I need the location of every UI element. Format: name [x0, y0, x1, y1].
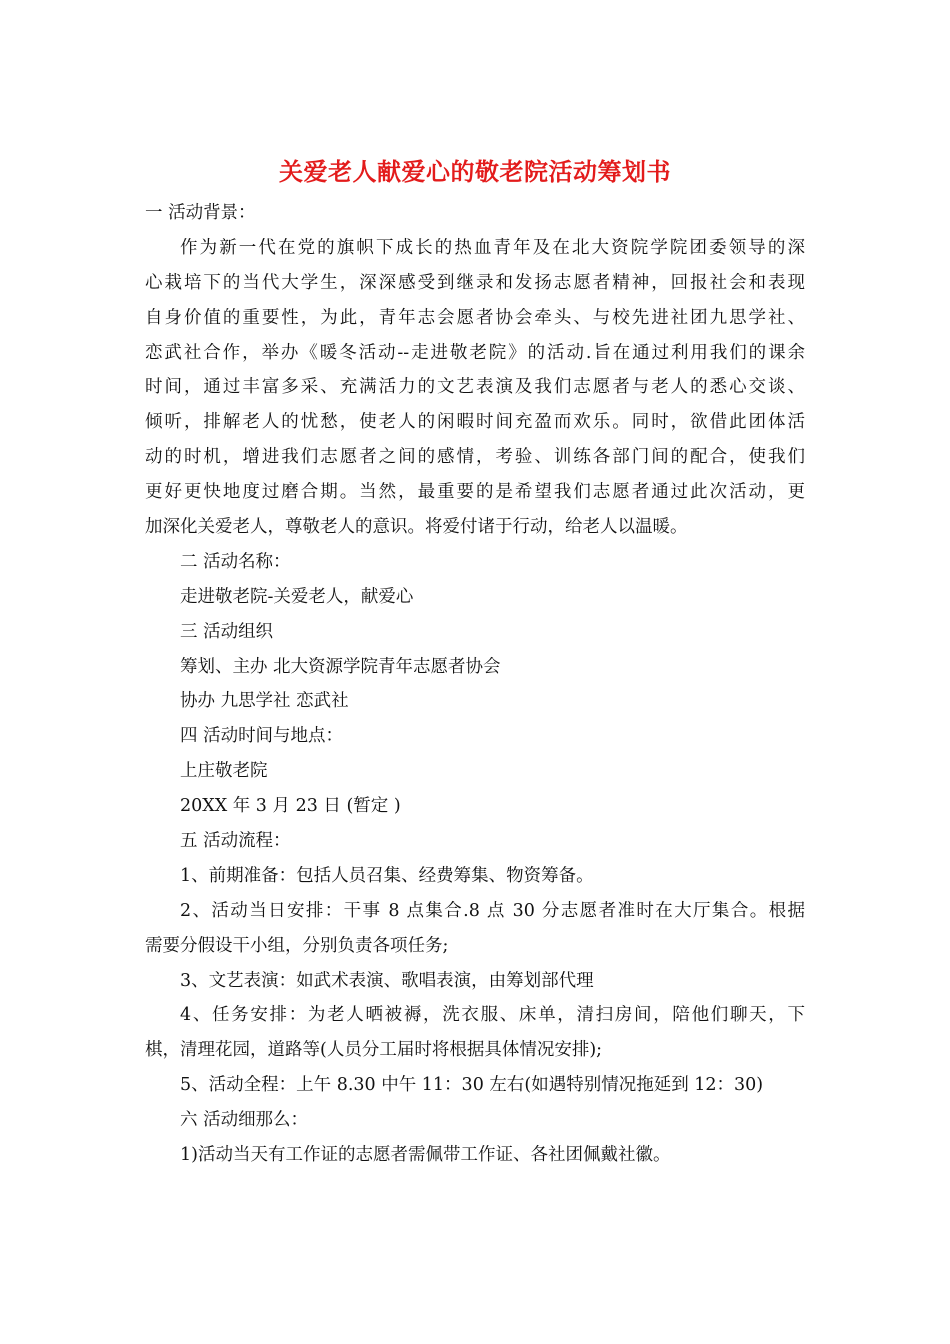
- paragraph-line: 动的时机，增进我们志愿者之间的感情，考验、训练各部门间的配合，使我们: [145, 447, 805, 468]
- paragraph-line: 心栽培下的当代大学生，深深感受到继录和发扬志愿者精神，回报社会和表现: [145, 272, 805, 293]
- document-body: [145, 196, 805, 1173]
- list-item: 走进敬老院-关爱老人，献爱心: [180, 586, 414, 607]
- list-item: 1、前期准备：包括人员召集、经费筹集、物资筹备。: [180, 865, 594, 886]
- paragraph-line: 加深化关爱老人，尊敬老人的意识。将爱付诸于行动，给老人以温暖。: [145, 517, 688, 538]
- section-heading-background: 一 活动背景：: [145, 203, 256, 223]
- document-title: 关爱老人献爱心的敬老院活动筹划书: [279, 157, 671, 186]
- list-item-continuation: 棋，清理花园，道路等(人员分工届时将根据具体情况安排);: [145, 1040, 603, 1061]
- section-heading-organization: 三 活动组织: [180, 621, 274, 642]
- list-item: 5、活动全程：上午 8.30 中午 11：30 左右(如遇特别情况拖延到 12：30): [180, 1075, 764, 1096]
- paragraph-line: 自身价值的重要性，为此，青年志会愿者协会牵头、与校先进社团九思学社、: [145, 307, 805, 328]
- section-heading-name: 二 活动名称：: [180, 551, 291, 572]
- paragraph-line: 作为新一代在党的旗帜下成长的热血青年及在北大资院学院团委领导的深: [180, 237, 805, 258]
- section-heading-process: 五 活动流程：: [180, 831, 291, 852]
- paragraph-line: 更好更快地度过磨合期。当然，最重要的是希望我们志愿者通过此次活动，更: [145, 482, 805, 503]
- list-item: 协办 九思学社 恋武社: [180, 691, 349, 712]
- list-item: 1)活动当天有工作证的志愿者需佩带工作证、各社团佩戴社徽。: [180, 1145, 671, 1166]
- list-item: 上庄敬老院: [180, 761, 268, 782]
- section-heading-time-place: 四 活动时间与地点：: [180, 726, 344, 747]
- list-item: 20XX 年 3 月 23 日 (暂定 ): [180, 796, 401, 817]
- section-heading-rules: 六 活动细那么：: [180, 1110, 309, 1131]
- list-item-continuation: 需要分假设干小组，分别负责各项任务;: [145, 935, 449, 956]
- list-item: 筹划、主办 北大资源学院青年志愿者协会: [180, 656, 501, 677]
- paragraph-line: 倾听，排解老人的忧愁，使老人的闲暇时间充盈而欢乐。同时，欲借此团体活: [145, 412, 805, 433]
- paragraph-line: 时间，通过丰富多采、充满活力的文艺表演及我们志愿者与老人的悉心交谈、: [145, 377, 805, 398]
- paragraph-line: 恋武社合作，举办《暖冬活动--走进敬老院》的活动.旨在通过利用我们的课余: [145, 342, 805, 363]
- list-item: 3、文艺表演：如武术表演、歌唱表演，由筹划部代理: [180, 970, 594, 991]
- list-item: 2、活动当日安排：干事 8 点集合.8 点 30 分志愿者准时在大厅集合。根据: [180, 900, 805, 921]
- list-item: 4、任务安排：为老人晒被褥，洗衣服、床单，清扫房间，陪他们聊天，下: [180, 1005, 805, 1026]
